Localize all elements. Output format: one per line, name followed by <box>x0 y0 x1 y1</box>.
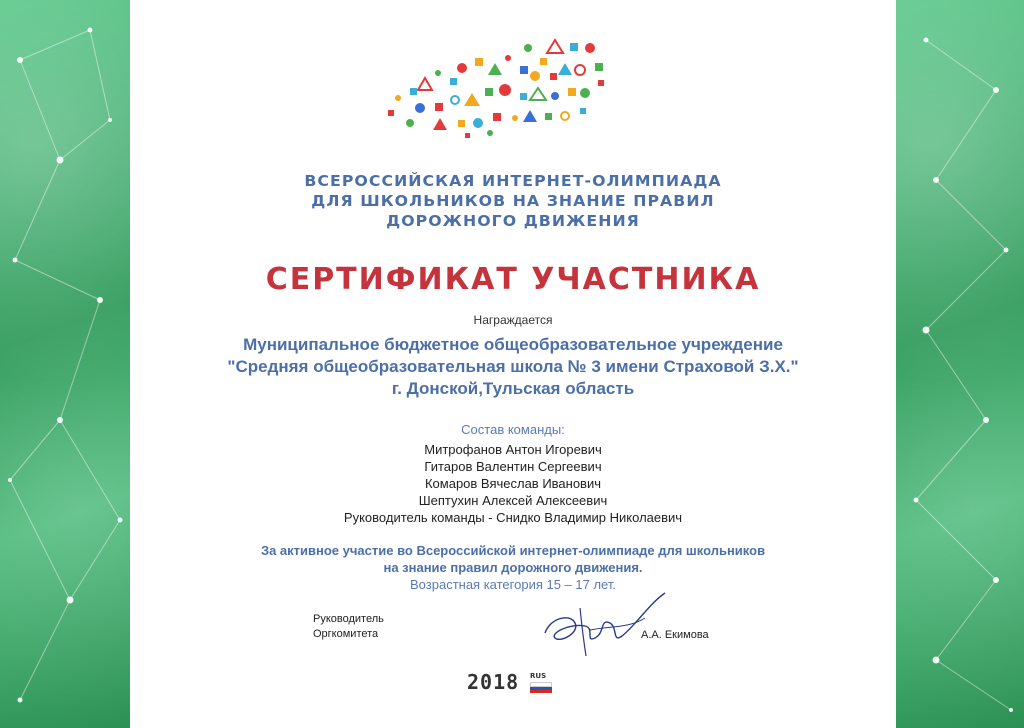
network-pattern-right <box>896 0 1024 728</box>
team-member: Шептухин Алексей Алексеевич <box>418 493 608 508</box>
olympiad-title-line-2: ДЛЯ ШКОЛЬНИКОВ НА ЗНАНИЕ ПРАВИЛ <box>311 192 715 210</box>
awarded-label: Награждается <box>473 313 553 327</box>
year-label: 2018 <box>467 670 520 694</box>
age-category: Возрастная категория 15 – 17 лет. <box>410 577 616 592</box>
reason-line-2: на знание правил дорожного движения. <box>383 560 643 575</box>
reason-line-1: За активное участие во Всероссийской интернет-олимпиаде для школьников <box>260 543 766 558</box>
signer-role <box>313 612 384 642</box>
background-left-panel <box>0 0 130 728</box>
olympiad-logo <box>380 18 620 138</box>
rus-badge-text: RUS <box>530 672 547 680</box>
olympiad-title-line-3: ДОРОЖНОГО ДВИЖЕНИЯ <box>386 212 640 230</box>
certificate-paper <box>130 0 896 728</box>
team-label: Состав команды: <box>461 422 565 437</box>
rus-badge <box>530 672 554 692</box>
signer-name: А.А. Екимова <box>641 629 709 641</box>
background-right-panel <box>896 0 1024 728</box>
signer-role-line-2: Оргкомитета <box>313 628 379 640</box>
russian-flag-icon <box>530 682 552 691</box>
handwritten-signature <box>540 588 670 658</box>
team-leader: Руководитель команды - Снидко Владимир Николаевич <box>343 510 683 525</box>
organization-line-3: г. Донской,Тульская область <box>391 379 635 398</box>
team-member: Комаров Вячеслав Иванович <box>424 476 602 491</box>
organization-line-2: "Средняя общеобразовательная школа № 3 имени Страховой З.Х." <box>227 357 799 376</box>
signer-role-line-1: Руководитель <box>313 613 384 625</box>
olympiad-title-line-1: ВСЕРОССИЙСКАЯ ИНТЕРНЕТ-ОЛИМПИАДА <box>304 172 722 190</box>
organization-line-1: Муниципальное бюджетное общеобразовательное учреждение <box>243 335 783 354</box>
team-member: Гитаров Валентин Сергеевич <box>424 459 602 474</box>
team-member: Митрофанов Антон Игоревич <box>424 442 602 457</box>
certificate-title: СЕРТИФИКАТ УЧАСТНИКА <box>265 262 761 297</box>
network-pattern-left <box>0 0 130 728</box>
